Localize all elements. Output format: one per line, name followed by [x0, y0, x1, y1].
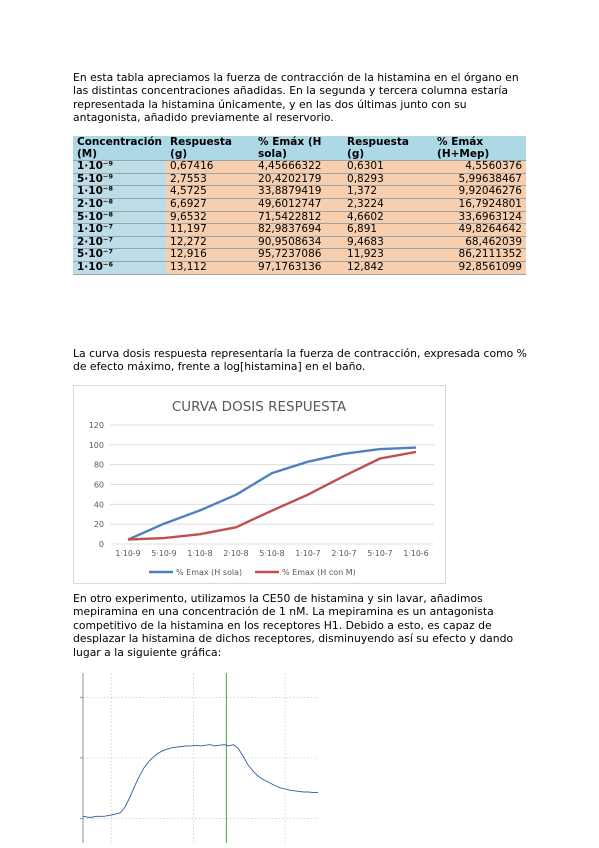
legend-label-2: % Emax (H con M) — [282, 568, 356, 577]
value-cell: 9,6532 — [166, 211, 254, 224]
y-tick-label: 40 — [93, 500, 104, 510]
column-header: % Emáx (H+Mep) — [433, 136, 526, 161]
column-header: Respuesta (g) — [166, 136, 254, 161]
value-cell: 12,916 — [166, 249, 254, 262]
value-cell: 12,272 — [166, 236, 254, 249]
value-cell: 1,372 — [343, 186, 433, 199]
value-cell: 4,5560376 — [433, 161, 526, 174]
value-cell: 97,1763136 — [254, 261, 343, 274]
table-header-row — [73, 136, 526, 161]
value-cell: 9,4683 — [343, 236, 433, 249]
x-tick-label: 5·10-8 — [259, 549, 285, 558]
value-cell: 6,891 — [343, 224, 433, 237]
x-tick-label: 1·10-6 — [403, 549, 429, 558]
value-cell: 4,5725 — [166, 186, 254, 199]
concentration-cell: 1·10⁻⁸ — [73, 186, 166, 199]
value-cell: 49,6012747 — [254, 198, 343, 211]
value-cell: 0,6301 — [343, 161, 433, 174]
x-tick-label: 1·10-7 — [295, 549, 321, 558]
value-cell: 4,45666322 — [254, 161, 343, 174]
table-row — [73, 249, 526, 262]
intro-paragraph: En esta tabla apreciamos la fuerza de contracción de la histamina en el órgano en las distintas concentraciones añadidas. En la segunda y tercera columna estaría representada la histamina únicamente, y en las dos últimas junto con su antagonista, añadido previamente al reservorio. — [73, 71, 519, 125]
x-tick-label: 1·10-9 — [115, 549, 141, 558]
y-tick-label: 0 — [98, 540, 104, 549]
value-cell: 2,7553 — [166, 173, 254, 186]
y-tick-label: 120 — [88, 421, 104, 430]
concentration-cell: 1·10⁻⁷ — [73, 224, 166, 237]
table-row — [73, 198, 526, 211]
table-row — [73, 224, 526, 237]
table-row — [73, 261, 526, 274]
concentration-cell: 5·10⁻⁷ — [73, 249, 166, 262]
x-tick-label: 5·10-9 — [151, 549, 177, 558]
value-cell: 20,4202179 — [254, 173, 343, 186]
value-cell: 92,8561099 — [433, 261, 526, 274]
concentration-cell: 5·10⁻⁹ — [73, 173, 166, 186]
value-cell: 49,8264642 — [433, 224, 526, 237]
value-cell: 9,92046276 — [433, 186, 526, 199]
experiment-paragraph: En otro experimento, utilizamos la CE50 de histamina y sin lavar, añadimos mepiramina en una concentración de 1 nM. La mepiramina es un antagonista competitivo de la histamina en los receptores H1. Debido a esto, es capaz de desplazar la histamina de dichos receptores, disminuyendo así su efecto y dando lugar a la siguiente gráfica: — [73, 592, 514, 659]
mepyramine-trace-chart — [73, 668, 328, 848]
value-cell: 5,99638467 — [433, 173, 526, 186]
y-tick-label: 60 — [93, 480, 104, 490]
value-cell: 0,8293 — [343, 173, 433, 186]
value-cell: 86,2111352 — [433, 249, 526, 262]
value-cell: 2,3224 — [343, 198, 433, 211]
value-cell: 33,6963124 — [433, 211, 526, 224]
value-cell: 11,923 — [343, 249, 433, 262]
x-tick-label: 5·10-7 — [367, 549, 393, 558]
value-cell: 16,7924801 — [433, 198, 526, 211]
table-row — [73, 186, 526, 199]
x-tick-label: 2·10-7 — [331, 549, 357, 558]
table-row — [73, 173, 526, 186]
y-tick-label: 20 — [93, 520, 104, 530]
value-cell: 33,8879419 — [254, 186, 343, 199]
x-tick-label: 1·10-8 — [187, 549, 213, 558]
table-row — [73, 161, 526, 174]
y-tick-label: 80 — [93, 460, 104, 470]
x-tick-label: 2·10-8 — [223, 549, 249, 558]
value-cell: 4,6602 — [343, 211, 433, 224]
value-cell: 11,197 — [166, 224, 254, 237]
contraction-trace — [83, 745, 318, 818]
column-header: Respuesta (g) — [343, 136, 433, 161]
legend-label-1: % Emax (H sola) — [176, 568, 243, 577]
value-cell: 12,842 — [343, 261, 433, 274]
column-header: % Emáx (H sola) — [254, 136, 343, 161]
chart-title: CURVA DOSIS RESPUESTA — [171, 399, 347, 415]
table-row — [73, 236, 526, 249]
concentration-cell: 1·10⁻⁶ — [73, 261, 166, 274]
concentration-cell: 2·10⁻⁸ — [73, 198, 166, 211]
column-header: Concentración (M) — [73, 136, 166, 161]
value-cell: 13,112 — [166, 261, 254, 274]
data-table — [73, 136, 526, 275]
value-cell: 71,5422812 — [254, 211, 343, 224]
table-row — [73, 211, 526, 224]
value-cell: 0,67416 — [166, 161, 254, 174]
value-cell: 95,7237086 — [254, 249, 343, 262]
value-cell: 90,9508634 — [254, 236, 343, 249]
curve-paragraph: La curva dosis respuesta representaría la fuerza de contracción, expresada como % de efecto máximo, frente a log[histamina] en el baño. — [73, 347, 527, 374]
y-tick-label: 100 — [88, 440, 104, 450]
value-cell: 68,462039 — [433, 236, 526, 249]
concentration-cell: 5·10⁻⁸ — [73, 211, 166, 224]
value-cell: 82,9837694 — [254, 224, 343, 237]
dose-response-chart — [73, 385, 446, 584]
concentration-cell: 2·10⁻⁷ — [73, 236, 166, 249]
concentration-cell: 1·10⁻⁹ — [73, 161, 166, 174]
value-cell: 6,6927 — [166, 198, 254, 211]
